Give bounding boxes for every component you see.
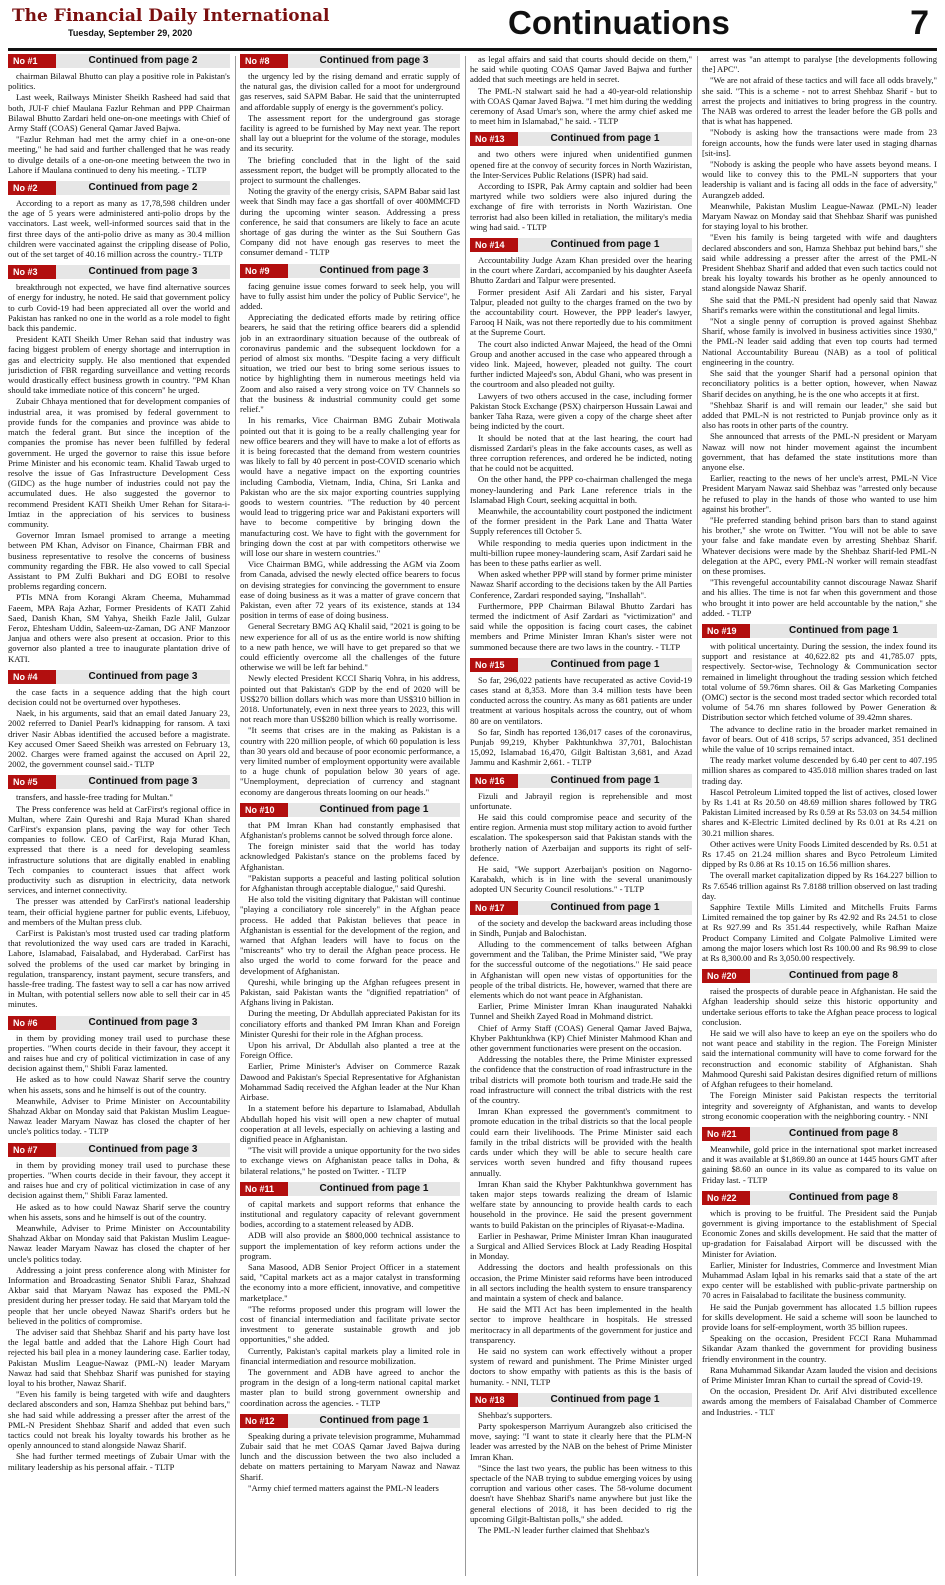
- continued-story: [240, 1182, 460, 1408]
- column-4: [702, 54, 937, 1580]
- story-paragraph: She said that the younger Sharif had a personal opinion that reconciliatory politics is a better option, however, when Nawaz Sharif decides on anything, he is the one who accepts it at first.: [702, 368, 937, 399]
- page-number: 7: [910, 4, 929, 42]
- story-header: [470, 901, 692, 915]
- column-3: [470, 54, 692, 1580]
- story-paragraph: Earlier, Prime Minister's Adviser on Commerce Razak Dawood and Pakistan's Special Representative for Afghanistan Mohammad Sadiq received the Afghan leader at the Nur Khan Airbase.: [240, 1061, 460, 1103]
- story-number-tag: No #9: [240, 264, 288, 278]
- story-paragraph: He said the MTI Act has been implemented in the health sector to improve healthcare in hospitals. He stressed meritocracy in all departments of the government for justice and transparency.: [470, 1304, 692, 1345]
- story-paragraph: He said the Punjab government has allocated 1.5 billion rupees for skills development. He said a scheme will soon be launched to provide loans for self-employment, worth 35 billion rupees.: [702, 1301, 937, 1332]
- story-paragraph: "Even his family is being targeted with wife and daughters declared absconders and son, Hamza Shehbaz put behind bars," she said while addressing a presser after the arrest of the PML-N President Shehbaz Sharif and added that even such tactics could not break his loyalty towards his brother as he openly announced to stand alongside Nawaz Sharif.: [702, 232, 937, 294]
- story-continued-label: Continued from page 1: [288, 803, 460, 817]
- story-continued-label: Continued from page 1: [518, 658, 692, 672]
- story-continued-label: Continued from page 2: [56, 181, 230, 195]
- story-number-tag: No #2: [8, 181, 56, 195]
- story-header: [702, 1127, 937, 1141]
- story-paragraph: and two others were injured when unidentified gunmen opened fire at the convoy of security forces in North Waziristan, the Inter-Services Public Relations (ISPR) had said.: [470, 149, 692, 180]
- story-header: [240, 1182, 460, 1196]
- story-number-tag: No #21: [702, 1127, 750, 1141]
- continued-story: [702, 969, 937, 1121]
- continued-story: [470, 774, 692, 895]
- story-paragraph: The government and ADB have agreed to anchor the program in the design of a long-term national capital market master plan to build strong government ownership and coordination across the agencies. - TLTP: [240, 1366, 460, 1408]
- story-paragraph: Newly elected President KCCI Shariq Vohra, in his address, pointed out that Pakistan's GDP by the end of 2020 will be US$270 billion dollars which was more than US$310 billion in 2018. Unfortunately, even in next three years to 2023, this will not reach more than US$280 billion which is really worrisome.: [240, 673, 460, 725]
- story-paragraph: Meanwhile, the accountability court postponed the indictment of the former president in the Park Lane and Thatta Water Supply references till October 5.: [470, 505, 692, 537]
- story-paragraph: breakthrough not expected, we have find alternative sources of energy for industry, he noted. He said that government policy to curb Covid-19 had been appreciated all over the world and Pakistan has ranked no one in the world as a role model to fight back this pandemic.: [8, 282, 230, 334]
- story-paragraph: Addressing the doctors and health professionals on this occasion, the Prime Minister said reforms have been introduced in all sectors including the health system to ensure transparency and maintain a system of check and balance.: [470, 1262, 692, 1303]
- story-paragraph: "Fazlur Rehman had met the army chief in a one-on-one meeting," he had said and further challenged that he was ready to divulge details of a one-on-one meeting between the two in Lahore if Maulana continued to deny his meeting. - TLTP: [8, 134, 230, 175]
- story-number-tag: No #6: [8, 1016, 56, 1030]
- story-continued-label: Continued from page 3: [288, 54, 460, 68]
- story-paragraph: ADB will also provide an $800,000 technical assistance to support the implementation of key reform actions under the program.: [240, 1230, 460, 1261]
- story-header: [470, 238, 692, 252]
- story-number-tag: No #4: [8, 670, 56, 684]
- continued-story: [702, 1191, 937, 1417]
- continued-story: [470, 658, 692, 768]
- story-paragraph: Zubair Chhaya mentioned that for development companies of industrial area, it was promised by federal government to provide funds for the companies and province was abide to match the federal grant. But since the inception of the companies the promise has never been fulfilled by federal government. He urged the governor to raise this issue before Prime Minister and his economic team. Khalid Tawab urged to resolve the issue of Gas Infrastructure Development Cess (GIDC) as the huge number of industries could not pay the accumulated dues. He also suggested the governor to recommend President KATI Sheikh Umer Rehan for Sitara-i-Imtiaz in the appreciation of his services to business community.: [8, 396, 230, 529]
- story-continued-label: Continued from page 1: [518, 774, 692, 788]
- story-paragraph: On the occasion, President Dr. Arif Alvi distributed excellence awards among the members of Faisalabad Chamber of Commerce and Industries. - TLT: [702, 1386, 937, 1417]
- story-paragraph: Speaking on the occasion, President FCCI Rana Muhammad Sikandar Azam thanked the government for providing business friendly environment in the country.: [702, 1333, 937, 1364]
- story-paragraph: raised the prospects of durable peace in Afghanistan. He said the Afghan leadership should seize this historic opportunity and undertake serious efforts to take the Afghan peace process to logical conclusion.: [702, 986, 937, 1027]
- story-paragraph: Qureshi, while bringing up the Afghan refugees present in Pakistan, said Pakistan wants the "dignified repatriation" of Afghans living in Pakistan.: [240, 976, 460, 1008]
- story-header: [8, 265, 230, 279]
- story-paragraph: Meanwhile, Adviser to Prime Minister on Accountability Shahzad Akbar on Monday said that Pakistan Muslim League-Nawaz leader Maryam Nawaz has closed the chapter of her uncle's politics today.: [8, 1222, 230, 1264]
- story-paragraph: According to ISPR, Pak Army captain and soldier had been martyred while two soldiers were also injured during the exchange of fire with terrorists in North Waziristan. One terrorist had also been killed in retaliation, the military's media wing had said. - TLTP: [470, 181, 692, 232]
- continued-story: [470, 901, 692, 1387]
- story-paragraph: chairman Bilawal Bhutto can play a positive role in Pakistan's politics.: [8, 71, 230, 92]
- story-paragraph: the urgency led by the rising demand and erratic supply of the natural gas, the division called for a moot for underground gas reserves, said SAPM Babar. He said that the uninterrupted and affordable supply of energy is the government's policy.: [240, 71, 460, 112]
- story-paragraph: "Nobody is asking the people who have assets beyond means. I would like to convey this to the PML-N supporters that your leadership is valiant and is facing all odds in the face of adversity," Aurangzeb added.: [702, 159, 937, 200]
- story-continued-label: Continued from page 1: [518, 901, 692, 915]
- story-continued-label: Continued from page 3: [56, 775, 230, 789]
- story-number-tag: No #3: [8, 265, 56, 279]
- story-paragraph: in them by providing money trail used to purchase these properties. "When courts decide in their favour, they accept it and raises hue and cry of political victimization in case of any decision against them," Shibli Faraz lamented.: [8, 1032, 230, 1074]
- story-continued-label: Continued from page 1: [518, 132, 692, 146]
- continued-story: [8, 1143, 230, 1472]
- story-paragraph: Shehbaz's supporters.: [478, 1409, 553, 1420]
- story-paragraph: The court also indicted Anwar Majeed, the head of the Omni Group and another accused in the case who appeared through a video link. Majeed, however, pleaded not guilty. The court further indicted Majeed's son, Abdul Ghani, who was present in the courtroom and also pleaded not guilty.: [470, 338, 692, 390]
- story-header: [240, 1414, 460, 1428]
- newspaper-title: The Financial Daily International: [12, 6, 330, 26]
- continued-story: [8, 265, 230, 664]
- story-paragraph: Noting the gravity of the energy crisis, SAPM Babar said last week that Sindh may face a gas shortfall of over 400MMCFD during the upcoming winter season. Addressing a press conference, he said that consumers are likely to face an acute shortage of gas during the winter as the Sui Southern Gas Company did not have enough gas reserves to meet the consumer demand - TLTP: [240, 186, 460, 258]
- story-number-tag: No #22: [702, 1191, 750, 1205]
- story-paragraph: Governor Imran Ismael promised to arrange a meeting between PM Khan, Advisor on Finance, Chairman FBR and business representative to resolve the concerns of business community regarding the FBR. He also vowed to call Special Assistant to PM Zulfi Bukhari and DG EOBI to resolve problems regarding concern.: [8, 530, 230, 592]
- story-paragraph: The Press conference was held at CarFirst's regional office in Multan, where Zain Qureshi and Raja Murad Khan shared CarFirst's expansion plans, paving the way for other Tech companies to follow. CEO of CarFirst, Raja Murad Khan, expressed that there is a need for developing seamless infrastructure solutions that are digitally enabled in enabling Tech companies to counteract issues that affect work productivity such as disruption in electricity, data network services, and internet connectivity.: [8, 803, 230, 896]
- story-paragraph: She announced that arrests of the PML-N president or Maryam Nawaz will now not hinder movement against the incumbent government, that has defamed the state institutions more than anyone else.: [702, 431, 937, 472]
- story-paragraph: Vice Chairman BMG, while addressing the AGM via Zoom from Canada, advised the newly elected office bearers to focus on devising strategies for convincing the government to ensure ease of doing business as it was a matter of grave concern that Pakistan, even after 72 years of its existence, stands at 134 position in terms of ease of doing business.: [240, 559, 460, 621]
- column-1: [8, 54, 230, 1580]
- story-paragraph: He said no system can work effectively without a proper system of reward and punishment. The Prime Minister urged doctors to show empathy with patients as this is the basis of humanity. - NNI, TLTP: [470, 1345, 692, 1387]
- story-paragraph: Chief of Army Staff (COAS) General Qamar Javed Bajwa, Khyber Pakhtunkhwa (KP) Chief Minister Mahmood Khan and other government functionaries were present on the occasion.: [470, 1022, 692, 1054]
- story-paragraph: "It seems that crises are in the making as Pakistan is a country with 220 million people, of which 60 population is less than 30 years old and because of poor economic performance, a very limited number of employment opportunity were available to a huge chunk of population below 30 years of age. "Unemployment, depreciation of currency and stagnant economy are dangerous threats looming on our heads.": [240, 725, 460, 797]
- story-header: [702, 969, 937, 983]
- story-paragraph: Earlier in Peshawar, Prime Minister Imran Khan inaugurated a Surgical and Allied Services Block at Lady Reading Hospital in Monday.: [470, 1230, 692, 1262]
- story-paragraph: President KATI Sheikh Umer Rehan said that industry was facing biggest problem of energy shortage and interruption in gas and electricity supply. He also mentioned that expended jurisdiction of FBR regarding surveillance and vetting records would drastically effect business growth in country. "PM Khan should take immediate notice of this concern" he urged.: [8, 334, 230, 396]
- story-header: [8, 1016, 230, 1030]
- story-number-tag: No #18: [470, 1393, 518, 1407]
- story-paragraph: She said that the PML-N president had openly said that Nawaz Sharif's remarks were within the constitutional and legal limits.: [702, 294, 937, 315]
- story-paragraph: Addressing a joint press conference along with Minister for Information and Broadcasting Senator Shibli Faraz, Shahzad Akbar said that Maryam Nawaz has exposed the PML-N president during her presser today. He said that Maryam told the people that her uncle obeyed Nawaz Sharif's orders but he believed in the politics of compromise.: [8, 1264, 230, 1326]
- story-paragraph: The foreign minister said that the world has today acknowledged Pakistan's stance on the problems faced by Afghanistan.: [240, 841, 460, 872]
- story-paragraph: On the other hand, the PPP co-chairman challenged the mega money-laundering and Park Lane reference trials in the Islamabad High Court, seeking acquittal in both.: [470, 474, 692, 505]
- story-paragraph: Appreciating the dedicated efforts made by retiring office bearers, he said that the retiring office bearers did a splendid job in an extraordinary situation because of the outbreak of coronavirus pandemic and the subsequent lockdown for a period of almost six months. "Despite facing a very difficult situation, we tried our best to bring some serious issues to notice by highlighting them in numerous meetings held via Zoom and also raised a very strong voice on TV Channels so that the business & industrial community could get some relief.": [240, 312, 460, 415]
- story-paragraph: as legal affairs and said that courts should decide on them," he said while quoting COAS Qamar Javed Bajwa and further added that such meetings are held in secret.: [470, 54, 692, 85]
- story-paragraph: "We are not afraid of these tactics and will face all odds bravely," she said. "This is a scheme - not to arrest Shehbaz Sharif - but to arrest the projects and initiatives to bring progress in the country. The NAB was ordered to arrest the leader before the GB polls and that is what has happened.: [702, 75, 937, 127]
- story-paragraph: The overall market capitalization dipped by Rs 164.227 billion to Rs 7.6546 trillion against Rs 7.8188 trillion observed on last trading day.: [702, 870, 937, 901]
- continued-story: [8, 181, 230, 259]
- continued-story: [702, 54, 937, 618]
- column-divider: [235, 56, 236, 1576]
- story-number-tag: No #16: [470, 774, 518, 788]
- story-paragraph: He said we will also have to keep an eye on the spoilers who do not want peace and stability in the region. The Foreign Minister said the international community will have to come forward for the reconstruction and economic stability of Afghanistan. Shah Mahmood Qureshi said Pakistan desires dignified return of millions of Afghan refugees to their homeland.: [702, 1028, 937, 1090]
- story-header: [470, 774, 692, 788]
- column-2: [240, 54, 460, 1580]
- story-paragraph: Party spokesperson Marriyum Aurangzeb also criticised the move, saying: "I want to state it clearly here that the PLM-N leader was arrested by the NAB on the behest of Prime Minister Imran Khan.: [470, 1420, 692, 1462]
- story-paragraph: Hascol Petroleum Limited topped the list of actives, closed lower by Rs 1.41 at Rs 20.50 on 48.69 million shares followed by TRG Pakistan Limited increased by Rs 0.59 at Rs 53.03 on 34.54 million shares and K-Electric Limited declined by Rs 0.01 at Rs 4.21 on 30.21 million shares.: [702, 786, 937, 838]
- story-paragraph: "The reforms proposed under this program will lower the cost of financial intermediation and facilitate private sector investment to generate sustainable growth and job opportunities," she added.: [240, 1303, 460, 1345]
- story-header: [8, 775, 230, 789]
- story-paragraph: in them by providing money trail used to purchase these properties. "When courts decide in their favour, they accept it and raises hue and cry of political victimization in case of any decision against them," Shibli Faraz lamented.: [8, 1159, 230, 1201]
- story-paragraph: Imran Khan said the Khyber Pakhtunkhwa government has taken major steps towards realizing the dream of Islamic welfare state by announcing to provide health cards to each household in the province. He said the present government wants to build Pakistan on the principles of Riyasat-e-Madina.: [470, 1178, 692, 1230]
- story-number-tag: No #8: [240, 54, 288, 68]
- story-paragraph: Lawyers of two others accused in the case, including former Pakistan Stock Exchange (PSX) chairperson Hussain Lawai and banker Taha Raza, were given a copy of the charge sheet after being indicted by the court.: [470, 390, 692, 432]
- story-paragraph: Imran Khan expressed the government's commitment to promote education in the tribal districts so that the local people could earn their livelihoods. The Prime Minister said each family in the tribal districts will be provided with the health cards under which they will be able to secure health care services worth seven hundred and fifty thousand rupees annually.: [470, 1106, 692, 1178]
- story-header: [8, 1143, 230, 1157]
- story-paragraph: He said this could compromise peace and security of the entire region. Armenia must stop military action to avoid further escalation. The spokesperson said that Pakistan stands with the brotherly nation of Azerbaijan and supports its right of self-defence.: [470, 812, 692, 863]
- story-paragraph: Alluding to the commencement of talks between Afghan government and the Taliban, the Prime Minister said, "We pray for the successful outcome of the negotiations." He said peace in Afghanistan will open new vistas of opportunities for the people of the tribal districts. He, however, warned that there are elements which do not want peace in Afghanistan.: [470, 939, 692, 1001]
- story-paragraph: facing genuine issue comes forward to seek help, you will have to fully assist him under the policy of Public Service", he added.: [240, 280, 460, 312]
- continued-story: [702, 624, 937, 963]
- story-paragraph: "Since the last two years, the public has been witness to this spectacle of the NAB trying to subdue emerging voices by using corruption and various other cases. The 58-volume document doesn't have Shehbaz Sharif's name anywhere but just like the general elections of 2018, it has been decided to rig the upcoming Gilgit-Baltistan polls," she added.: [470, 1462, 692, 1524]
- story-paragraph: Former president Asif Ali Zardari and his sister, Faryal Talpur, pleaded not guilty to the charges framed on the two by the accountability court. However, the PPP leader's lawyer, Farooq H Naik, was not there reportedly due to his commitment at the Supreme Court.: [470, 286, 692, 338]
- section-title: Continuations: [508, 4, 730, 41]
- story-paragraph: He asked as to how could Nawaz Sharif serve the country when his assets, sons and he himself is out of the country.: [8, 1074, 230, 1095]
- story-paragraph: He also told the visiting dignitary that Pakistan will continue "playing a conciliatory role sincerely" in the Afghan peace process. He added that Pakistan believes that peace in Afghanistan is essential for the development of the region, and warned that Afghan leaders will have to focus on the "miscreants" who try to derail the Afghan peace process. He also urged the world to come forward for the peace and development of Afghanistan.: [240, 894, 460, 976]
- story-paragraph: Fizuli and Jabrayil region is reprehensible and most unfortunate.: [470, 790, 692, 811]
- story-header: [240, 803, 460, 817]
- story-paragraph: Earlier, Minister for Industries, Commerce and Investment Mian Muhammad Aslam Iqbal in his remarks said that a state of the art expo center will be established with public-private partnership on 70 acres in Faisalabad to facilitate the business community.: [702, 1259, 937, 1301]
- story-paragraph: Sana Masood, ADB Senior Project Officer in a statement said, "Capital markets act as a major catalyst in transforming the economy into a more efficient, innovative, and competitive marketplace.": [240, 1261, 460, 1303]
- story-header: [240, 54, 460, 68]
- story-header: [702, 1191, 937, 1205]
- story-paragraph: The advance to decline ratio in the broader market remained in favor of bears. Out of 418 scrips, 57 scrips advanced, 351 declined while the value of 10 scrips remained intact.: [702, 723, 937, 754]
- story-paragraph: The PML-N leader further claimed that Shehbaz's: [478, 1525, 650, 1535]
- story-header: [8, 670, 230, 684]
- story-number-tag: No #1: [8, 54, 56, 68]
- story-continued-label: Continued from page 1: [750, 624, 937, 638]
- continued-story: [240, 1414, 460, 1493]
- story-paragraph: "Nobody is asking how the transactions were made from 23 foreign accounts, how the funds were later used in staging dharnas [sit-ins].: [702, 127, 937, 158]
- continued-story: [8, 1016, 230, 1137]
- story-number-tag: No #7: [8, 1143, 56, 1157]
- continued-story: [470, 1393, 692, 1535]
- story-header: [470, 1393, 692, 1407]
- story-paragraph: of capital markets and support reforms that enhance the institutional and regulatory capacity of relevant government bodies, according to a statement released by ADB.: [240, 1198, 460, 1230]
- story-paragraph: She had further termed meetings of Zubair Umar with the military leadership as his personal affair. - TLTP: [8, 1451, 230, 1472]
- continued-story: [8, 670, 230, 770]
- story-paragraph: Other actives were Unity Foods Limited descended by Rs. 0.51 at Rs 17.45 on 21.24 million shares and Byco Petroleum Limited dipped by Rs 0.86 at Rs 10.15 on 16.56 million shares.: [702, 838, 937, 870]
- story-paragraph: Speaking during a private television programme, Muhammad Zubair said that he met COAS Qamar Javed Bajwa during lunch and the discussion between the two also included a debate on matters pertaining to Maryam Nawaz and Nawaz Sharif.: [240, 1430, 460, 1482]
- story-paragraph: During the meeting, Dr Abdullah appreciated Pakistan for its conciliatory efforts and thanked PM Imran Khan and Foreign Minister Qureshi for their role in the Afghan process.: [240, 1008, 460, 1039]
- story-paragraph: Sapphire Textile Mills Limited and Mitchells Fruits Farms Limited remained the top gainer by Rs 42.92 and Rs 24.51 to close at Rs 927.99 and Rs 351.44 respectively, while Rafhan Maize Product Company Limited and Colgate Palmolive Limited were among the major losers which lost Rs 100.00 and Rs 98.99 to close at Rs 8,300.00 and Rs 3,050.00 respectively.: [702, 902, 937, 964]
- story-paragraph: "Not a single penny of corruption is proved against Shehbaz Sharif, whose family is involved in business activities since 1930," the PML-N leader said adding that even top courts had termed National Accountability Bureau (NAB) as a tool of political engineering in the country.: [702, 316, 937, 367]
- story-paragraph: The assessment report for the underground gas storage facility is agreed to be furnished by May next year. The report shall lay out a blueprint for the volume of the storage, modules and its security.: [240, 112, 460, 154]
- story-continued-label: Continued from page 3: [56, 670, 230, 684]
- story-paragraph: Meanwhile, Pakistan Muslim League-Nawaz (PML-N) leader Maryam Nawaz on Monday said that Shehbaz Sharif was punished for staying loyal to his brother.: [702, 200, 937, 232]
- story-continued-label: Continued from page 8: [750, 1127, 937, 1141]
- story-number-tag: No #14: [470, 238, 518, 252]
- story-number-tag: No #15: [470, 658, 518, 672]
- story-continued-label: Continued from page 3: [56, 1143, 230, 1157]
- story-paragraph: Meanwhile, gold price in the international spot market increased and it was available at $1,869.80 an ounce at 1445 hours GMT after gaining $8.60 an ounce in its value as compared to its value on Friday last. - TLTP: [702, 1143, 937, 1185]
- story-paragraph: So far, 296,022 patients have recuperated as active Covid-19 cases stand at 8,353. More than 3.4 million tests have been conducted across the country. As many as 681 patients are under treatment at various hospitals across the country, out of whom 80 are on ventilators.: [470, 674, 692, 726]
- story-paragraph: "This revengeful accountability cannot discourage Nawaz Sharif and his allies. The time is not far when this government and those who brought it into power are held accountable by the nation," she added. - TLTP: [702, 577, 937, 618]
- story-paragraph: Meanwhile, Adviser to Prime Minister on Accountability Shahzad Akbar on Monday said that Pakistan Muslim League-Nawaz leader Maryam Nawaz has closed the chapter of her uncle's politics today. - TLTP: [8, 1095, 230, 1137]
- story-paragraph: Upon his arrival, Dr Abdullah also planted a tree at the Foreign Office.: [240, 1040, 460, 1061]
- story-paragraph: Naek, in his arguments, said that an email dated January 23, 2002 referred to Daniel Pearl's kidnapping for ransom. A taxi driver Nasir Abbas identified the accused before a magistrate. Key accused Omer Saeed Sheikh was arrested on February 13, 2002. Charges were framed against the accused on April 22, 2002, the government counsel said.- TLTP: [8, 708, 230, 770]
- story-header: [8, 181, 230, 195]
- story-number-tag: No #17: [470, 901, 518, 915]
- story-header: [470, 658, 692, 672]
- story-paragraph: "Army chief termed matters against the PML-N leaders: [248, 1482, 439, 1493]
- story-continued-label: Continued from page 1: [518, 1393, 692, 1407]
- story-number-tag: No #10: [240, 803, 288, 817]
- story-continued-label: Continued from page 1: [518, 238, 692, 252]
- story-paragraph: "Even his family is being targeted with wife and daughters declared absconders and son, Hamza Shehbaz put behind bars," she had said while addressing a presser after the arrest of the PML-N President Shehbaz Sharif and added that even such tactics could not break his loyalty towards his brother as he openly announced to stand alongside Nawaz Sharif.: [8, 1389, 230, 1451]
- story-paragraph: Currently, Pakistan's capital markets play a limited role in financial intermediation and resource mobilization.: [240, 1345, 460, 1366]
- story-paragraph: The adviser said that Shehbaz Sharif and his party have lost the legal battle and added that the Lahore High Court had rejected his bail plea in a money laundering case. Earlier today, Pakistan Muslim League-Nawaz (PML-N) leader Maryam Nawaz had said that Shehbaz Sharif was punished for staying loyal to his brother, Nawaz Sharif.: [8, 1326, 230, 1388]
- story-paragraph: The presser was attended by CarFirst's national leadership team, their official hygiene partner for public events, Lifebuoy, and members of the Multan press club.: [8, 896, 230, 927]
- story-continued-label: Continued from page 1: [288, 1414, 460, 1428]
- story-paragraph: It should be noted that at the last hearing, the court had dismissed Zardari's pleas in the fake accounts cases, as well as three corruption references, and ordered he be indicted, noting that he could not be acquitted.: [470, 432, 692, 474]
- story-paragraph: Addressing the notables there, the Prime Minister expressed the confidence that the construction of road infrastructure in the tribal districts will promote both tourism and trade.He said the road infrastructure will connect the tribal districts with the rest of the country.: [470, 1054, 692, 1106]
- story-number-tag: No #12: [240, 1414, 288, 1428]
- story-paragraph: Earlier, reacting to the news of her uncle's arrest, PML-N Vice President Maryam Nawaz said Shehbaz was "arrested only because he refused to play in the hands of those who wanted to use him against his brother".: [702, 473, 937, 514]
- story-paragraph: which is proving to be fruitful. The President said the Punjab government is giving importance to the establishment of Special Economic Zones and skills development. He said that the matter of up-gradation for Faisalabad Airport will be discussed with the Minister for Aviation.: [702, 1207, 937, 1259]
- story-number-tag: No #19: [702, 624, 750, 638]
- masthead-rule: [8, 48, 937, 51]
- story-paragraph: He asked as to how could Nawaz Sharif serve the country when his assets, sons and he himself is out of the country.: [8, 1201, 230, 1222]
- column-divider: [465, 56, 466, 1576]
- story-paragraph: the case facts in a sequence adding that the high court decision could not be overturned over hypotheses.: [8, 686, 230, 707]
- continued-story: [702, 1127, 937, 1185]
- story-paragraph: In a statement before his departure to Islamabad, Abdullah Abdullah hoped his visit will open a new chapter of mutual cooperation at all levels, especially on achieving a lasting and dignified peace in Afghanistan.: [240, 1103, 460, 1144]
- story-paragraph: The briefing concluded that in the light of the said assessment report, the budget will be promptly allocated to the project to surmount the challenges.: [240, 154, 460, 186]
- story-paragraph: When asked whether PPP will stand by former prime minister Nawaz Sharif according to the decisions taken by the All Parties Conference, Zardari responded saying, "Inshallah".: [470, 569, 692, 600]
- story-paragraph: that PM Imran Khan had constantly emphasised that Afghanistan's problems cannot be solved through force alone.: [240, 819, 460, 841]
- story-continued-label: Continued from page 2: [56, 54, 230, 68]
- story-continued-label: Continued from page 3: [56, 1016, 230, 1030]
- story-paragraph: "Shehbaz Sharif is and will remain our leader," she said but added that PML-N is not restricted to Punjab province only as it also has roots in other parts of the country.: [702, 399, 937, 431]
- continued-story: [240, 54, 460, 258]
- story-continued-label: Continued from page 8: [750, 1191, 937, 1205]
- story-paragraph: of the society and develop the backward areas including those in Sindh, Punjab and Balochistan.: [470, 917, 692, 938]
- story-number-tag: No #5: [8, 775, 56, 789]
- story-header: [8, 54, 230, 68]
- story-number-tag: No #13: [470, 132, 518, 146]
- story-paragraph: "The visit will provide a unique opportunity for the two sides to exchange views on Afghanistan peace talks in Doha, & bilateral relations," he posted on Twitter. - TLTP: [240, 1145, 460, 1176]
- story-paragraph: General Secretary BMG AQ Khalil said, "2021 is going to be new experience for all of us as the entire world is now shifting to a new path hence, we will have to get prepared so that we could efficiently overcome all the challenges of the future otherwise we will be left far behind.": [240, 621, 460, 673]
- story-number-tag: No #20: [702, 969, 750, 983]
- continued-story: [8, 775, 230, 1009]
- story-paragraph: He said, "We support Azerbaijan's position on Nagorno-Karabakh, which is in line with the several unanimously adopted UN Security Council resolutions." - TLTP: [470, 864, 692, 895]
- story-continued-label: Continued from page 3: [56, 265, 230, 279]
- story-paragraph: Earlier, Prime Minister Imran Khan inaugurated Nahakki Tunnel and Sheikh Zayed Road in Mohmand district.: [470, 1001, 692, 1022]
- story-continued-label: Continued from page 1: [288, 1182, 460, 1196]
- story-header: [240, 264, 460, 278]
- story-paragraph: CarFirst is Pakistan's most trusted used car trading platform that revolutionized the way used cars are traded in Karachi, Lahore, Islamabad, Faisalabad, and Hyderabad. CarFirst has solved the problems of the used car market by bringing in regulation, transparency, instant payment, secure transfers, and hassle-free trading. The fastest way to sell a car has now arrived in Multan, with potential sellers now able to sell their car in 45 minutes.: [8, 928, 230, 1010]
- story-header: [702, 624, 937, 638]
- issue-date: Tuesday, September 29, 2020: [68, 28, 193, 38]
- story-paragraph: According to a report as many as 17,78,598 children under the age of 5 years were administered anti-polio drops by the vaccinators. Last week, well-informed sources said that in the first three days of the anti-polio drive as many as 30.4 million children were vaccinated against the crippling disease of Polio, out of the set target of 40.16 million across the country.- TLTP: [8, 198, 230, 260]
- continued-story: [470, 238, 692, 652]
- continued-story: [470, 132, 692, 232]
- story-paragraph: arrest was "an attempt to paralyse [the developments following the] APC".: [702, 54, 937, 75]
- story-paragraph: Accountability Judge Azam Khan presided over the hearing in the court where Zardari, accompanied by his daughter Aseefa Bhutto Zardari and Talpur were presented.: [470, 255, 692, 286]
- story-paragraph: While responding to media queries upon indictment in the multi-billion rupee money-laundering scam, Asif Zardari said he has been to these paths earlier as well.: [470, 537, 692, 568]
- story-paragraph: Last week, Railways Minister Sheikh Rasheed had said that both, JUI-F chief Maulana Fazlur Rehman and PPP Chairman Bilawal Bhutto Zardari held one-on-one meetings with Chief of Army Staff (COAS) General Qamar Javed Bajwa.: [8, 92, 230, 134]
- masthead: [8, 4, 937, 48]
- continued-story: [470, 54, 692, 126]
- story-paragraph: The PML-N stalwart said he had a 40-year-old relationship with COAS Qamar Javed Bajwa. "I met him during the wedding ceremony of Asad Umar's son, where the army chief asked me to meet him in Islamabad," he said. - TLTP: [470, 85, 692, 127]
- story-paragraph: The ready market volume descended by 6.40 per cent to 407.195 million shares as compared to 435.018 million shares traded on last trading day.: [702, 755, 937, 786]
- story-continued-label: Continued from page 8: [750, 969, 937, 983]
- story-paragraph: Furthermore, PPP Chairman Bilawal Bhutto Zardari has termed the indictment of Asif Zardari as "victimization" and said while the opposition is facing court cases, the cabinet members and Prime Minister Imran Khan's sister were not summoned because there are two laws in the country. - TLTP: [470, 600, 692, 652]
- story-number-tag: No #11: [240, 1182, 288, 1196]
- continued-story: [240, 803, 460, 1176]
- column-divider: [697, 56, 698, 1576]
- continued-story: [240, 264, 460, 797]
- story-paragraph: with political uncertainty. During the session, the index found its support and resistance at 40,622.82 pts and 41,785.07 ppts, respectively. Sector-wise, Technology & Communication sector remained in limelight throughout the trading session which fetched total volume of 59.76mn shares. Oil & Gas Marketing Companies (OMC) sector is the second most traded sector which recorded total volume of 54.76 mn shares followed by Power Generation & Distribution sector which fetched volume of 39.42mn shares.: [702, 640, 937, 723]
- story-paragraph: "Pakistan supports a peaceful and lasting political solution for Afghanistan through acceptable dialogue," said Qureshi.: [240, 872, 460, 894]
- story-paragraph: PTIs MNA from Korangi Akram Cheema, Muhammad Faeem, MPA Raja Azhar, Former Presidents of KATI Zahid Saed, Danish Khan, SM Yahya, Sheikh Fazle Jalil, Gulzar Feroz, Ehtesham Uddin, Saleem-uz-Zaman, DG ANF Manzoor Janjua and others were also present at occasion. Prior to this governor also planted a tree to inaugurate plantation drive of KATI.: [8, 592, 230, 664]
- story-paragraph: So far, Sindh has reported 136,017 cases of the coronavirus, Punjab 99,219, Khyber Pakhtunkhwa 37,701, Balochistan 15,092, Islamabad 16,470, Gilgit Baltistan 3,681, and Azad Jammu and Kashmir 2,661. - TLTP: [470, 726, 692, 768]
- story-paragraph: The Foreign Minister said Pakistan respects the territorial integrity and sovereignty of Afghanistan, and wants to develop strong economic cooperation with the neighboring country. - NNI: [702, 1090, 937, 1121]
- story-paragraph: Rana Muhammad Sikandar Azam lauded the vision and decisions of Prime Minister Imran Khan to curtail the spread of Covid-19.: [702, 1364, 937, 1385]
- story-paragraph: "He preferred standing behind prison bars than to stand against his brother," she wrote on Twitter. "You will not be able to save your false and fake mandate even by arresting Shehbaz Sharif. Whatever decisions were made by the Shehbaz Sharif-led PML-N delegation at the APC, every PML-N worker will remain steadfast on these promises.: [702, 514, 937, 576]
- story-continued-label: Continued from page 3: [288, 264, 460, 278]
- continued-story: [8, 54, 230, 175]
- story-header: [470, 132, 692, 146]
- story-paragraph: In his remarks, Vice Chairman BMG Zubair Motiwala pointed out that it is going to be a really challenging year for new office bearers and they will have to make a lot of efforts as it is being forecasted that the demand from western countries was likely to fall by 40 percent in post-COVID scenario which would have a negative impact on the exporting countries including Cambodia, Vietnam, India, China, Sri Lanka and Pakistan who are the six major exporting countries supplying goods to western countries. "The reduction by 40 percent would lead to triggering price war and Pakistani exporters will have to become competitive by bringing down the manufacturing cost. We have to fight with the government for bringing down the cost at par with competitors otherwise we will lose our share in western countries.": [240, 415, 460, 558]
- story-paragraph: transfers, and hassle-free trading for Multan.": [16, 792, 173, 803]
